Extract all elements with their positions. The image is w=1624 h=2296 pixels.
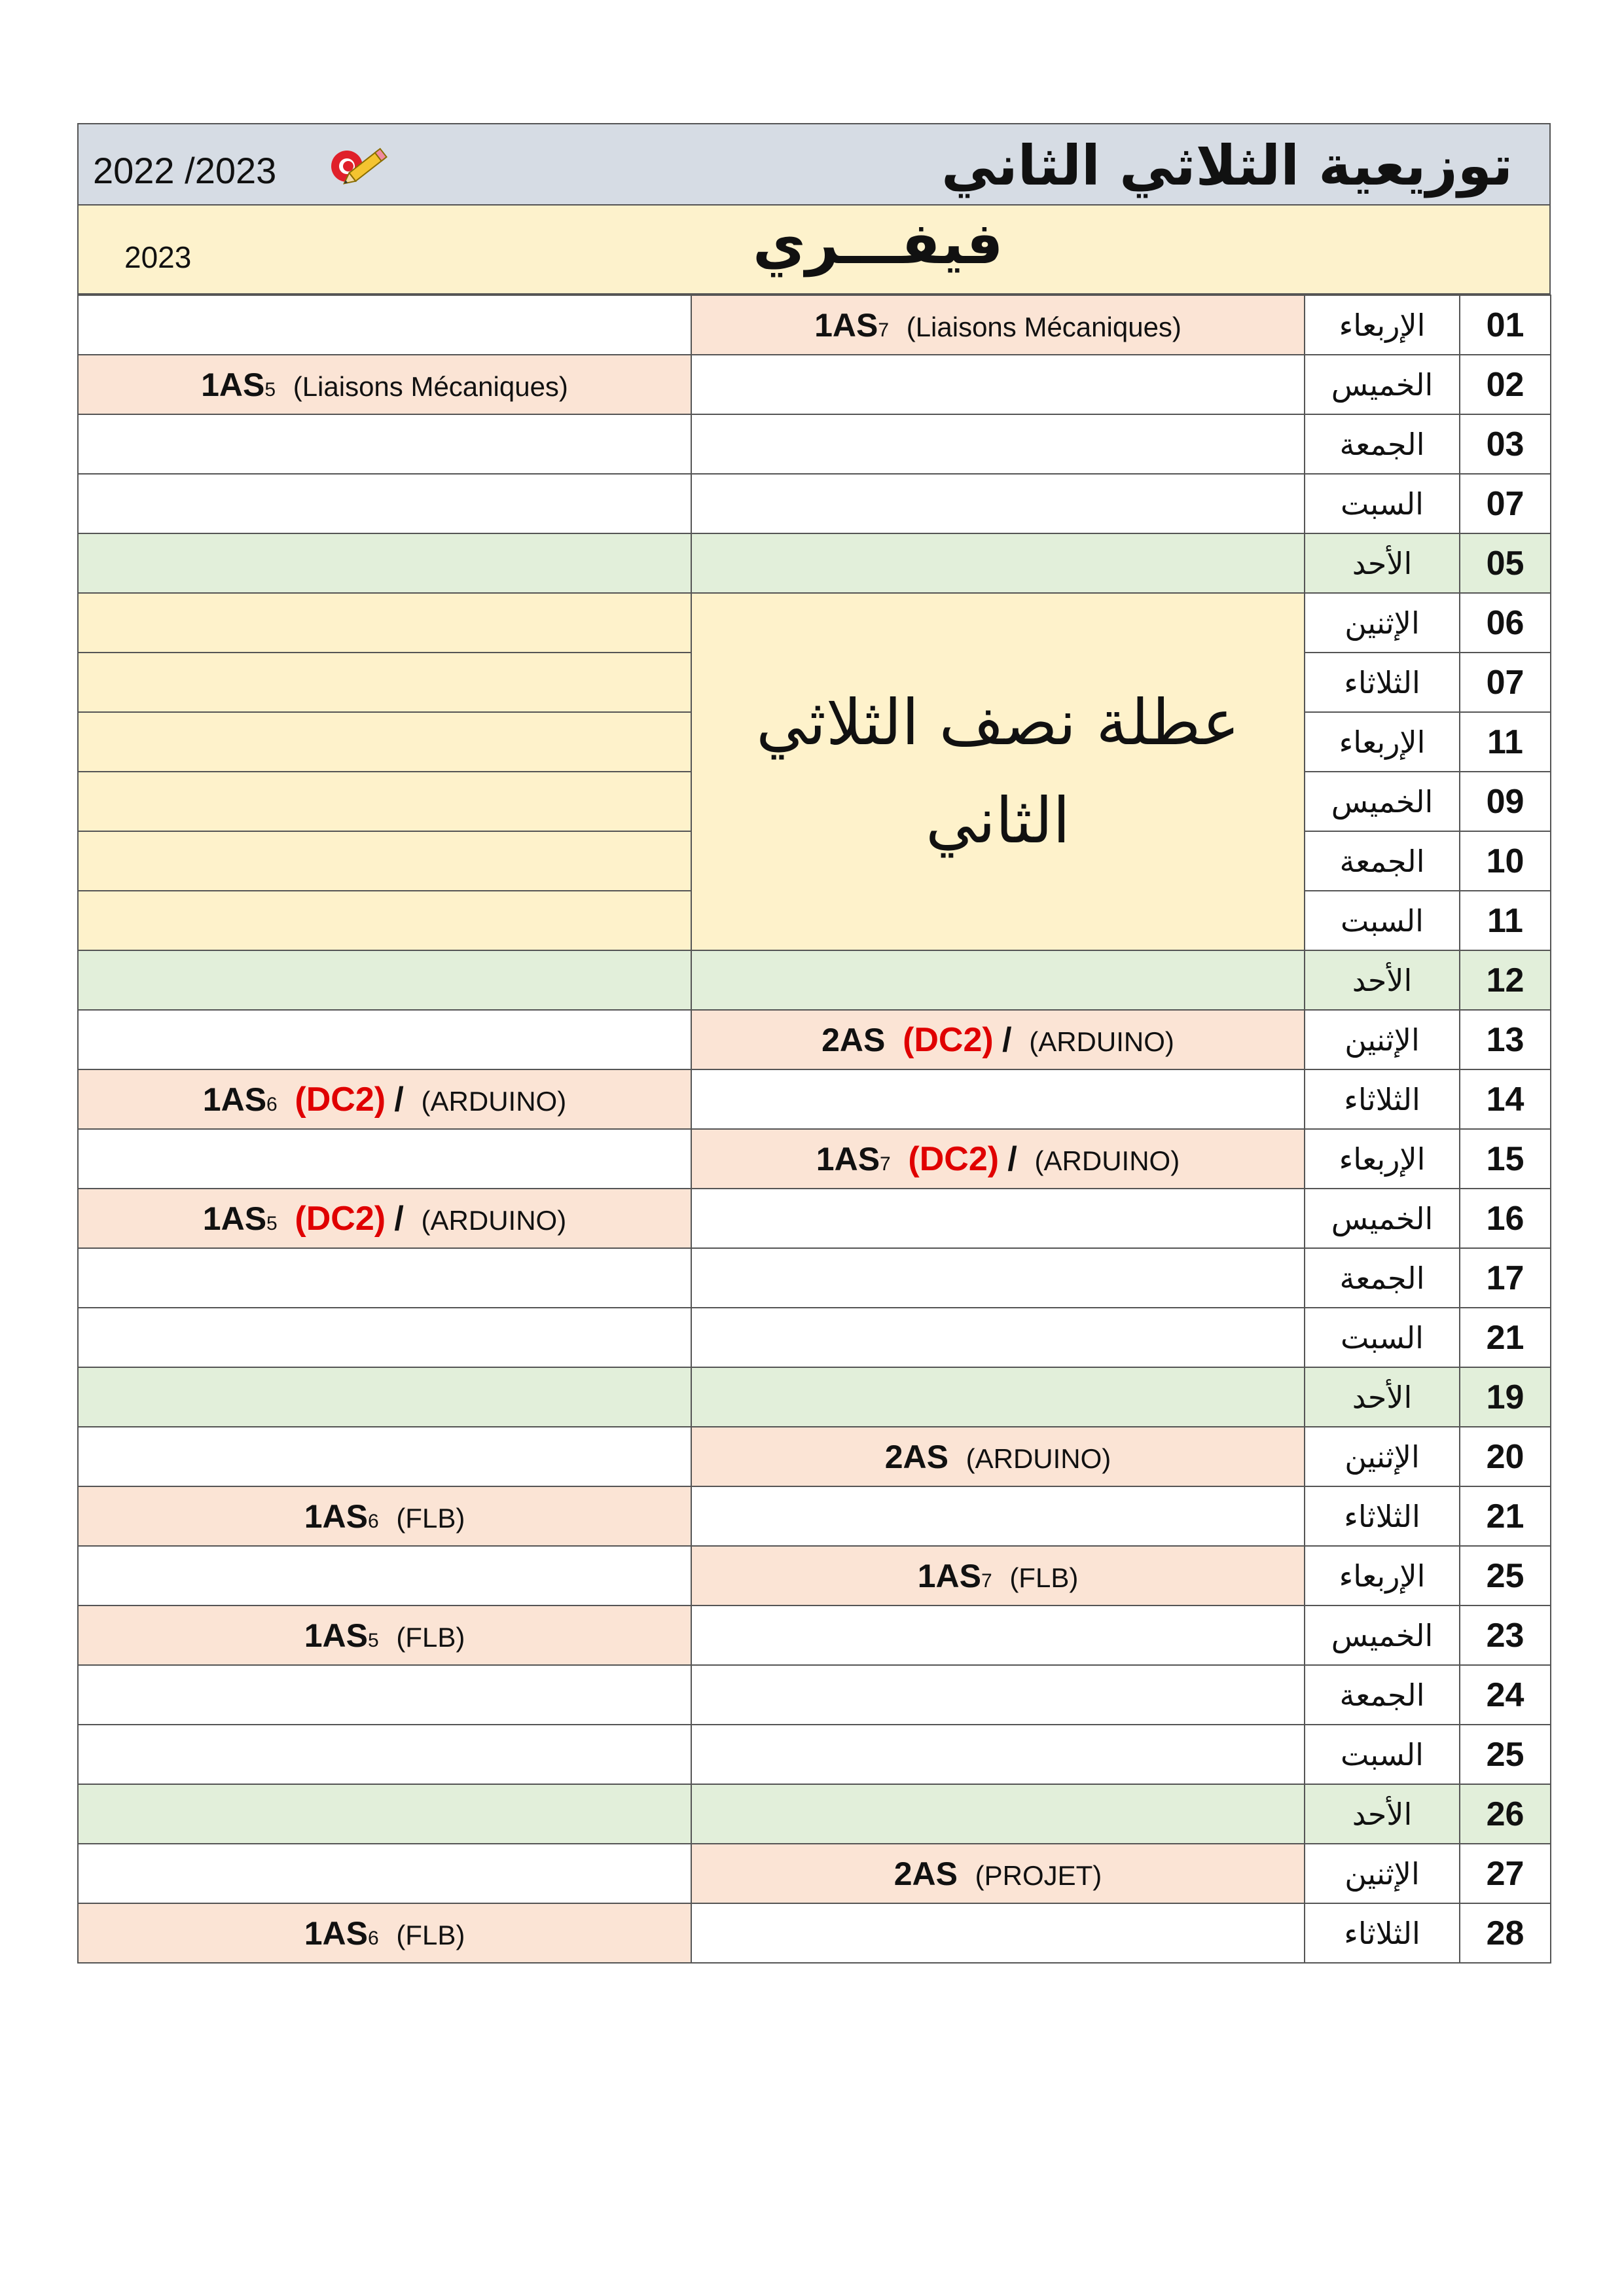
day-number: 25 <box>1460 1725 1551 1784</box>
left-slot <box>78 772 691 831</box>
table-row <box>78 1189 1551 1248</box>
left-slot <box>78 1308 691 1367</box>
day-name: الثلاثاء <box>1305 1069 1460 1129</box>
class-group: 5 <box>266 1212 278 1234</box>
day-name: الأحد <box>1305 950 1460 1010</box>
left-slot <box>78 593 691 653</box>
table-row <box>78 414 1551 474</box>
right-slot <box>691 950 1305 1010</box>
day-name: السبت <box>1305 891 1460 950</box>
left-slot <box>78 831 691 891</box>
separator-slash: / <box>394 1199 404 1238</box>
class-name: 1AS <box>202 1081 267 1118</box>
left-slot <box>78 1546 691 1605</box>
table-row <box>78 1248 1551 1308</box>
left-slot <box>78 1069 691 1129</box>
day-number: 16 <box>1460 1189 1551 1248</box>
activity-label: (Liaisons Mécaniques) <box>293 370 568 402</box>
day-name: الإثنين <box>1305 1010 1460 1069</box>
day-number: 26 <box>1460 1784 1551 1844</box>
activity-label: (ARDUINO) <box>421 1085 567 1117</box>
right-slot <box>691 1069 1305 1129</box>
day-number: 09 <box>1460 772 1551 831</box>
class-group: 7 <box>880 1153 891 1175</box>
day-name: الإربعاء <box>1305 1129 1460 1189</box>
table-row <box>78 1427 1551 1486</box>
class-group: 6 <box>367 1510 379 1532</box>
class-group: 5 <box>367 1629 379 1651</box>
table-row <box>78 1903 1551 1963</box>
day-name: الخميس <box>1305 772 1460 831</box>
left-slot <box>78 1903 691 1963</box>
left-slot <box>78 1189 691 1248</box>
day-name: الإربعاء <box>1305 1546 1460 1605</box>
month-year: 2023 <box>124 240 192 274</box>
separator-slash: / <box>1002 1020 1012 1059</box>
header-bar <box>77 123 1551 206</box>
right-slot <box>691 1605 1305 1665</box>
class-name: 1AS <box>201 366 265 403</box>
day-name: الإثنين <box>1305 593 1460 653</box>
left-slot <box>78 1665 691 1725</box>
right-slot <box>691 414 1305 474</box>
activity-label: (ARDUINO) <box>965 1443 1111 1474</box>
right-slot <box>691 1665 1305 1725</box>
right-slot <box>691 1784 1305 1844</box>
day-name: الخميس <box>1305 1189 1460 1248</box>
activity-label: (ARDUINO) <box>1034 1145 1180 1176</box>
right-slot <box>691 1010 1305 1069</box>
right-slot <box>691 1725 1305 1784</box>
left-slot <box>78 295 691 355</box>
class-name: 1AS <box>304 1914 368 1952</box>
day-number: 28 <box>1460 1903 1551 1963</box>
day-number: 25 <box>1460 1546 1551 1605</box>
table-row <box>78 1129 1551 1189</box>
day-number: 21 <box>1460 1308 1551 1367</box>
table-row <box>78 474 1551 533</box>
table-row <box>78 1069 1551 1129</box>
right-slot <box>691 1903 1305 1963</box>
right-slot <box>691 1844 1305 1903</box>
right-slot <box>691 1308 1305 1367</box>
left-slot <box>78 950 691 1010</box>
activity-label: (ARDUINO) <box>1029 1026 1174 1057</box>
day-number: 07 <box>1460 474 1551 533</box>
day-name: الخميس <box>1305 1605 1460 1665</box>
day-number: 20 <box>1460 1427 1551 1486</box>
class-name: 1AS <box>304 1498 368 1535</box>
separator-slash: / <box>1007 1139 1017 1178</box>
class-group: 7 <box>981 1570 992 1592</box>
class-name: 1AS <box>814 306 878 344</box>
test-label: (DC2) <box>295 1199 386 1238</box>
left-slot <box>78 653 691 712</box>
schedule-table <box>77 295 1551 1964</box>
activity-label: (PROJET) <box>975 1859 1102 1891</box>
day-number: 21 <box>1460 1486 1551 1546</box>
left-slot <box>78 1427 691 1486</box>
activity-label: (FLB) <box>396 1502 465 1534</box>
activity-label: (ARDUINO) <box>421 1204 567 1236</box>
activity-label: (FLB) <box>396 1621 465 1653</box>
day-number: 23 <box>1460 1605 1551 1665</box>
day-name: السبت <box>1305 1725 1460 1784</box>
day-number: 11 <box>1460 712 1551 772</box>
day-name: الثلاثاء <box>1305 653 1460 712</box>
day-number: 17 <box>1460 1248 1551 1308</box>
table-row <box>78 1546 1551 1605</box>
day-number: 12 <box>1460 950 1551 1010</box>
left-slot <box>78 414 691 474</box>
day-number: 19 <box>1460 1367 1551 1427</box>
left-slot <box>78 712 691 772</box>
day-number: 03 <box>1460 414 1551 474</box>
table-row <box>78 593 1551 653</box>
left-slot <box>78 1010 691 1069</box>
day-number: 05 <box>1460 533 1551 593</box>
holiday-label: عطلة نصف الثلاثي الثاني <box>691 593 1305 950</box>
day-name: السبت <box>1305 1308 1460 1367</box>
table-row <box>78 355 1551 414</box>
table-row <box>78 295 1551 355</box>
left-slot <box>78 533 691 593</box>
day-name: الجمعة <box>1305 1665 1460 1725</box>
day-number: 15 <box>1460 1129 1551 1189</box>
right-slot <box>691 1248 1305 1308</box>
class-group: 7 <box>878 319 890 341</box>
class-name: 1AS <box>304 1617 368 1654</box>
table-row <box>78 1308 1551 1367</box>
right-slot <box>691 1427 1305 1486</box>
school-year: 2022 /2023 <box>93 150 277 191</box>
day-name: الأحد <box>1305 1784 1460 1844</box>
day-number: 06 <box>1460 593 1551 653</box>
class-name: 1AS <box>917 1557 981 1594</box>
page-title: توزيعية الثلاثي الثاني <box>941 134 1513 198</box>
test-label: (DC2) <box>903 1020 994 1059</box>
table-row <box>78 1784 1551 1844</box>
day-number: 13 <box>1460 1010 1551 1069</box>
right-slot <box>691 1367 1305 1427</box>
class-group: 6 <box>266 1093 278 1115</box>
class-group: 6 <box>367 1927 379 1949</box>
left-slot <box>78 355 691 414</box>
day-name: الأحد <box>1305 1367 1460 1427</box>
class-name: 1AS <box>202 1200 267 1237</box>
day-name: السبت <box>1305 474 1460 533</box>
day-name: الإربعاء <box>1305 712 1460 772</box>
day-name: الأحد <box>1305 533 1460 593</box>
month-name: فيفـــري <box>753 209 1003 277</box>
day-name: الإثنين <box>1305 1427 1460 1486</box>
day-name: الجمعة <box>1305 414 1460 474</box>
test-label: (DC2) <box>908 1139 1000 1178</box>
table-row <box>78 1605 1551 1665</box>
right-slot <box>691 1129 1305 1189</box>
table-row <box>78 1486 1551 1546</box>
day-number: 10 <box>1460 831 1551 891</box>
day-name: الإربعاء <box>1305 295 1460 355</box>
table-row <box>78 1665 1551 1725</box>
class-name: 2AS <box>893 1855 958 1892</box>
right-slot <box>691 1189 1305 1248</box>
month-bar <box>77 206 1551 295</box>
left-slot <box>78 1486 691 1546</box>
day-number: 01 <box>1460 295 1551 355</box>
schedule-sheet <box>77 123 1551 1964</box>
right-slot <box>691 1486 1305 1546</box>
pencil-flag-icon <box>329 139 393 192</box>
left-slot <box>78 1844 691 1903</box>
left-slot <box>78 1248 691 1308</box>
table-row <box>78 950 1551 1010</box>
left-slot <box>78 474 691 533</box>
activity-label: (FLB) <box>1009 1562 1079 1593</box>
day-name: الجمعة <box>1305 831 1460 891</box>
day-number: 14 <box>1460 1069 1551 1129</box>
left-slot <box>78 1725 691 1784</box>
left-slot <box>78 891 691 950</box>
class-name: 1AS <box>816 1140 880 1177</box>
table-row <box>78 1010 1551 1069</box>
day-number: 24 <box>1460 1665 1551 1725</box>
test-label: (DC2) <box>295 1080 386 1119</box>
table-row <box>78 1844 1551 1903</box>
right-slot <box>691 474 1305 533</box>
day-number: 07 <box>1460 653 1551 712</box>
table-row <box>78 1367 1551 1427</box>
class-group: 5 <box>264 378 276 401</box>
left-slot <box>78 1367 691 1427</box>
day-name: الثلاثاء <box>1305 1903 1460 1963</box>
right-slot <box>691 355 1305 414</box>
day-name: الثلاثاء <box>1305 1486 1460 1546</box>
table-row <box>78 1725 1551 1784</box>
left-slot <box>78 1605 691 1665</box>
day-number: 11 <box>1460 891 1551 950</box>
class-name: 2AS <box>821 1021 886 1058</box>
table-row <box>78 533 1551 593</box>
day-number: 27 <box>1460 1844 1551 1903</box>
left-slot <box>78 1129 691 1189</box>
activity-label: (Liaisons Mécaniques) <box>906 311 1182 342</box>
left-slot <box>78 1784 691 1844</box>
right-slot <box>691 295 1305 355</box>
day-number: 02 <box>1460 355 1551 414</box>
day-name: الإثنين <box>1305 1844 1460 1903</box>
right-slot <box>691 533 1305 593</box>
day-name: الخميس <box>1305 355 1460 414</box>
class-name: 2AS <box>884 1438 948 1475</box>
separator-slash: / <box>394 1080 404 1119</box>
right-slot <box>691 1546 1305 1605</box>
day-name: الجمعة <box>1305 1248 1460 1308</box>
activity-label: (FLB) <box>396 1919 465 1950</box>
